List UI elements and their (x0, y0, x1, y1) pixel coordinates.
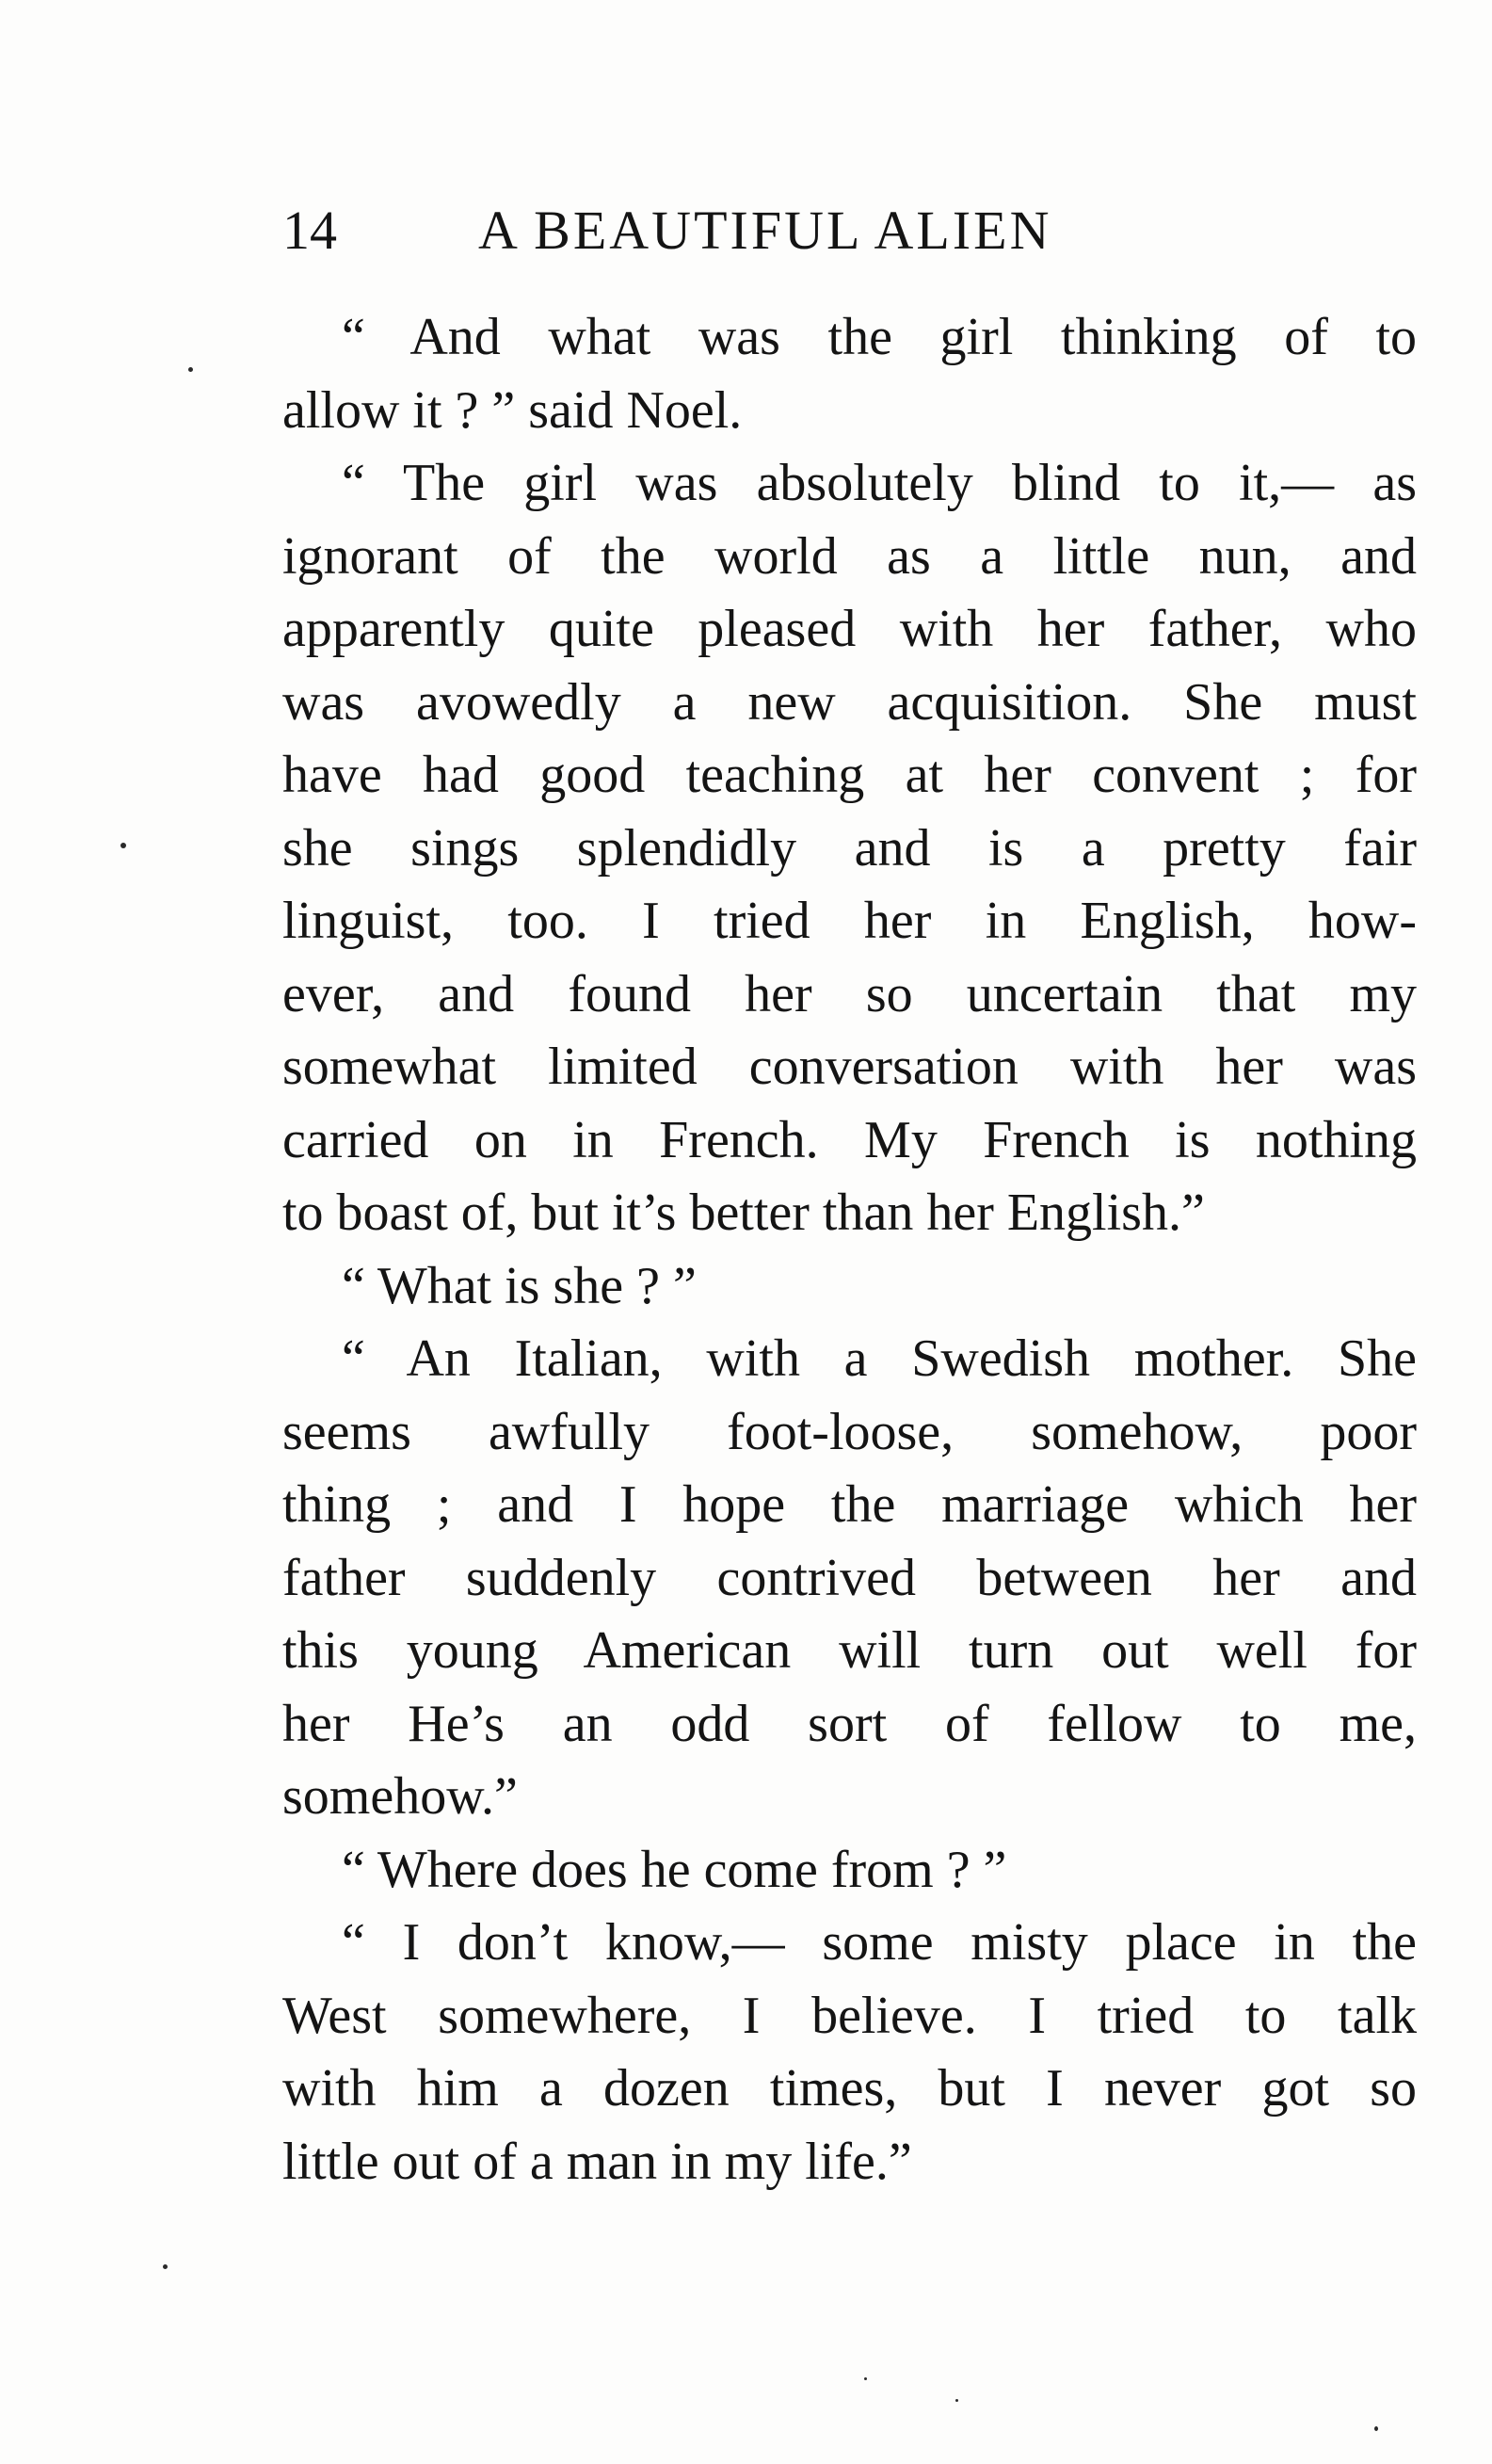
scan-speck (955, 2399, 958, 2402)
text-line: linguist, too. I tried her in English, how- (282, 892, 1417, 950)
text-line: carried on in French. My French is nothing (282, 1110, 1417, 1169)
scan-speck (864, 2377, 867, 2380)
text-line: ever, and found her so uncertain that my (282, 964, 1417, 1023)
text-line: “ What is she ? ” (342, 1256, 697, 1315)
text-line: “ The girl was absolutely blind to it,— as (342, 454, 1417, 512)
text-line: “ An Italian, with a Swedish mother. She (342, 1329, 1417, 1388)
text-line: thing ; and I hope the marriage which her (282, 1475, 1417, 1534)
text-line: this young American will turn out well for (282, 1621, 1417, 1680)
text-line: ignorant of the world as a little nun, and (282, 526, 1417, 586)
page-number: 14 (282, 200, 337, 261)
running-header (282, 193, 1412, 268)
text-line: “ Where does he come from ? ” (342, 1840, 1007, 1899)
running-title: A BEAUTIFUL ALIEN (478, 200, 1052, 261)
text-line: apparently quite pleased with her father, who (282, 600, 1417, 658)
text-line: father suddenly contrived between her and (282, 1548, 1417, 1607)
text-line: her He’s an odd sort of fellow to me, (282, 1694, 1417, 1753)
scan-speck (120, 843, 126, 848)
text-line: with him a dozen times, but I never got so (282, 2059, 1417, 2118)
text-line: she sings splendidly and is a pretty fair (282, 818, 1417, 878)
text-line: was avowedly a new acquisition. She must (282, 672, 1417, 732)
text-line: allow it ? ” said Noel. (282, 380, 743, 440)
text-line: “ I don’t know,— some misty place in the (342, 1913, 1417, 1972)
text-line: to boast of, but it’s better than her English.” (282, 1184, 1205, 1242)
scan-speck (163, 2264, 168, 2269)
text-line: somewhat limited conversation with her was (282, 1038, 1417, 1096)
text-line: have had good teaching at her convent ; for (282, 746, 1417, 804)
text-line: seems awfully foot-loose, somehow, poor (282, 1402, 1417, 1461)
text-line: “ And what was the girl thinking of to (342, 308, 1417, 366)
body-text (282, 301, 1417, 2198)
scan-speck (1374, 2426, 1378, 2431)
text-line: West somewhere, I believe. I tried to talk (282, 1986, 1417, 2045)
text-line: somehow.” (282, 1767, 518, 1826)
scan-speck (188, 367, 193, 372)
text-line: little out of a man in my life.” (282, 2132, 912, 2191)
